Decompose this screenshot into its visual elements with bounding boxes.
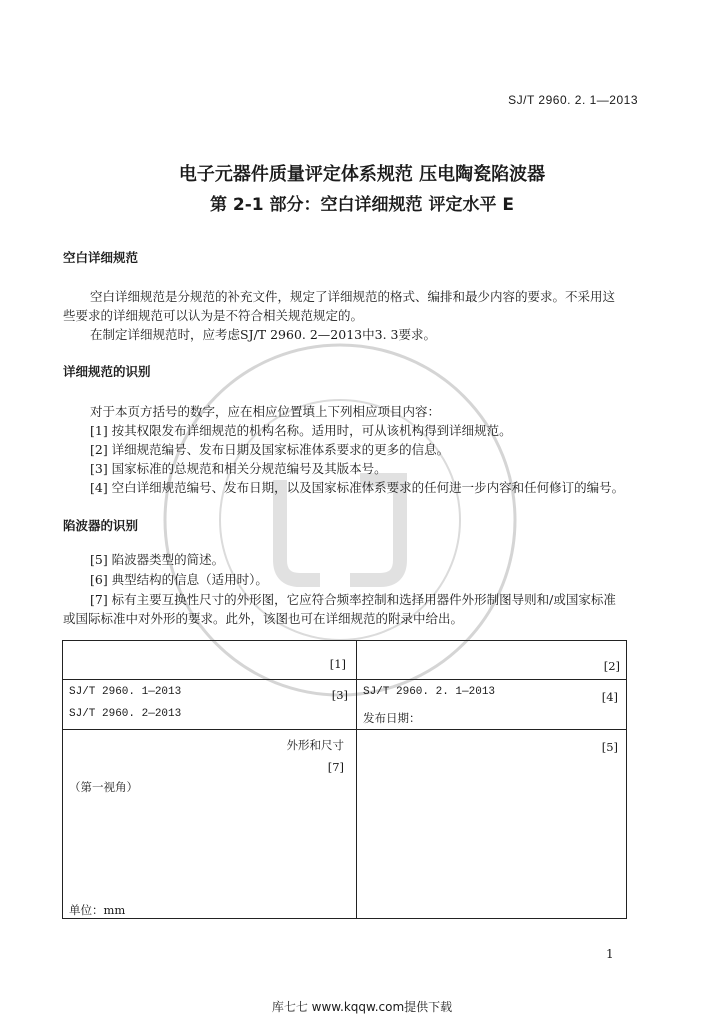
list-item: [3] 国家标准的总规范和相关分规范编号及其版本号。 <box>90 461 387 476</box>
cell-outline-dimensions: 外形和尺寸 <box>286 738 344 752</box>
section-heading-blank-spec: 空白详细规范 <box>63 250 139 265</box>
cell-mark-4: [4] <box>601 690 618 704</box>
spec-table <box>62 640 627 919</box>
cell-mark-7: [7] <box>327 760 344 774</box>
cell-blank-spec: SJ/T 2960. 2. 1—2013 <box>363 686 496 698</box>
para-2: 在制定详细规范时，应考虑SJ/T 2960. 2—2013中3. 3要求。 <box>90 327 436 342</box>
list-item: [5] 陷波器类型的简述。 <box>90 552 225 567</box>
document-number: SJ/T 2960. 2. 1—2013 <box>508 93 638 107</box>
list-item: [2] 详细规范编号、发布日期及国家标准体系要求的更多的信息。 <box>90 442 450 457</box>
title-line-1: 电子元器件质量评定体系规范 压电陶瓷陷波器 <box>178 164 546 185</box>
section-heading-spec-identification: 详细规范的识别 <box>63 364 151 379</box>
cell-mark-1: [1] <box>329 657 346 671</box>
list-item: [1] 按其权限发布详细规范的机构名称。适用时，可从该机构得到详细规范。 <box>90 423 512 438</box>
cell-issue-date-label: 发布日期： <box>363 711 421 725</box>
cell-mark-3: [3] <box>331 688 348 702</box>
list-item: [6] 典型结构的信息（适用时）。 <box>90 572 268 587</box>
cell-first-angle-view: （第一视角） <box>69 780 138 794</box>
identification-intro: 对于本页方括号的数字，应在相应位置填上下列相应项目内容： <box>90 404 441 419</box>
cell-mark-5: [5] <box>601 740 618 754</box>
list-item-continuation: 或国际标准中对外形的要求。此外，该图也可在详细规范的附录中给出。 <box>63 611 464 626</box>
cell-generic-spec: SJ/T 2960. 1—2013 <box>69 686 182 698</box>
page-number: 1 <box>606 947 614 961</box>
cell-sectional-spec: SJ/T 2960. 2—2013 <box>69 708 182 720</box>
title-line-2: 第 2-1 部分：空白详细规范 评定水平 E <box>210 195 514 215</box>
list-item: [4] 空白详细规范编号、发布日期，以及国家标准体系要求的任何进一步内容和任何修订的编号。 <box>90 480 625 495</box>
download-footer: 库七七 www.kqqw.com提供下载 <box>271 1000 453 1014</box>
para-1-line-2: 些要求的详细规范可以认为是不符合相关规范规定的。 <box>63 308 364 323</box>
cell-mark-2: [2] <box>603 659 620 673</box>
para-1-line-1: 空白详细规范是分规范的补充文件，规定了详细规范的格式、编排和最少内容的要求。不采用这 <box>90 289 616 304</box>
list-item: [7] 标有主要互换性尺寸的外形图，它应符合频率控制和选择用器件外形制图导则和/或国家标准 <box>90 592 616 607</box>
cell-unit-label: 单位：mm <box>69 903 126 917</box>
section-heading-filter-identification: 陷波器的识别 <box>63 518 139 533</box>
